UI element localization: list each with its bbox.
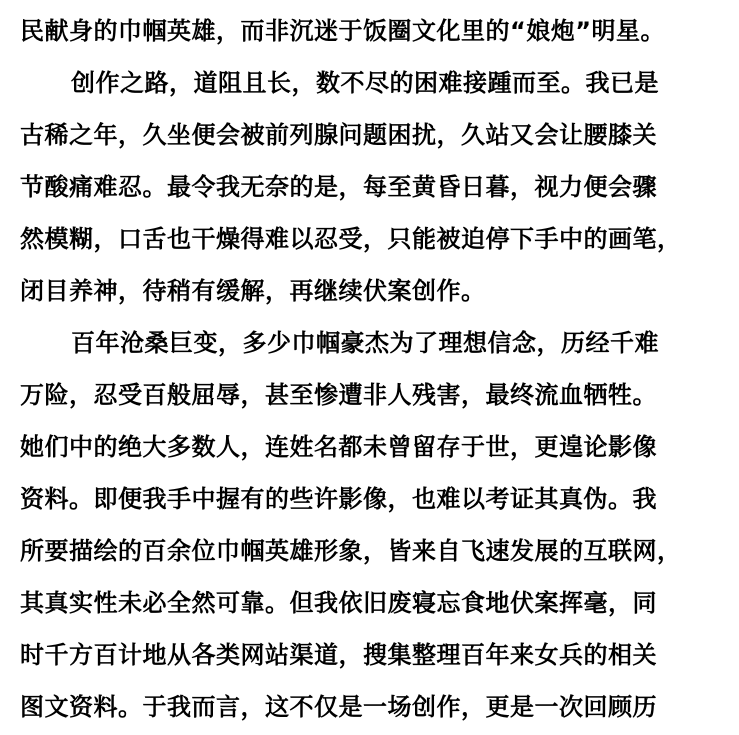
text-line-12: 其真实性未必全然可靠。但我依旧废寝忘食地伏案挥毫，同 xyxy=(20,589,657,617)
text-line-2: 创作之路，道阻且长，数不尽的困难接踵而至。我已是 xyxy=(71,69,659,97)
text-line-4: 节酸痛难忍。最令我无奈的是，每至黄昏日暮，视力便会骤 xyxy=(20,173,657,201)
text-line-14: 图文资料。于我而言，这不仅是一场创作，更是一次回顾历 xyxy=(20,693,657,721)
text-line-13: 时千方百计地从各类网站渠道，搜集整理百年来女兵的相关 xyxy=(20,641,657,669)
text-line-1: 民献身的巾帼英雄，而非沉迷于饭圈文化里的“娘炮”明星。 xyxy=(20,17,666,45)
text-line-5: 然模糊，口舌也干燥得难以忍受，只能被迫停下手中的画笔， xyxy=(20,225,682,253)
text-line-6: 闭目养神，待稍有缓解，再继续伏案创作。 xyxy=(20,277,486,305)
text-line-11: 所要描绘的百余位巾帼英雄形象，皆来自飞速发展的互联网， xyxy=(20,537,682,565)
text-line-10: 资料。即便我手中握有的些许影像，也难以考证其真伪。我 xyxy=(20,485,657,513)
text-line-8: 万险，忍受百般屈辱，甚至惨遭非人残害，最终流血牺牲。 xyxy=(20,381,657,409)
text-line-7: 百年沧桑巨变，多少巾帼豪杰为了理想信念，历经千难 xyxy=(71,329,659,357)
text-line-3: 古稀之年，久坐便会被前列腺问题困扰，久站又会让腰膝关 xyxy=(20,121,657,149)
text-line-9: 她们中的绝大多数人，连姓名都未曾留存于世，更遑论影像 xyxy=(20,433,657,461)
